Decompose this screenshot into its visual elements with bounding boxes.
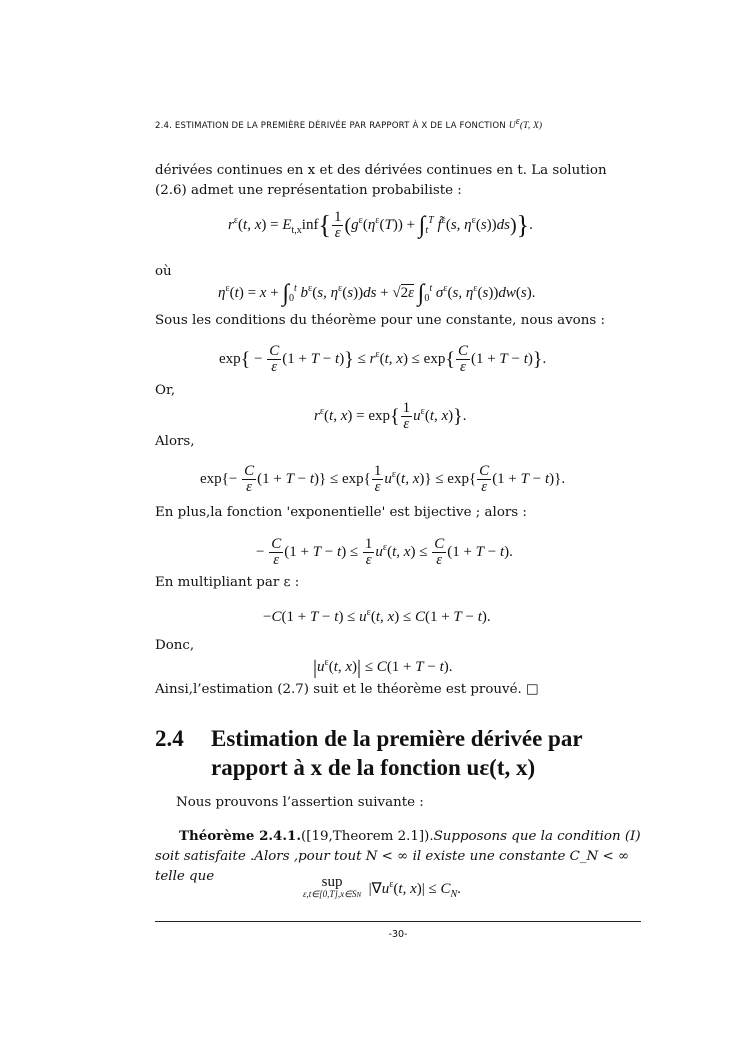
- equation-exp-bounds: exp{− $\frac{C}{\varepsilon}$ (1 + T − t)} ≤ exp{ $\frac{1}{\varepsilon}$ $u^\varepsilon(t$, x)} ≤ exp{ $\frac{C}{\varepsilon}$ (1 + T − t)}.: [200, 463, 566, 495]
- word-donc: Donc,: [155, 638, 195, 653]
- equation-log-bounds: − $\frac{C}{\varepsilon}$ (1 + T − t) ≤ $\frac{1}{\varepsilon}$ $u^\varepsilon(t$, x) ≤ $\frac{C}{\varepsilon}$ (1 + T − t).: [256, 536, 513, 568]
- page-number: -30-: [388, 929, 408, 940]
- equation-gradient-bound: sup ε,t∈[0,T],x∈SN $|\nabla u^\varepsilon(t$, $x)| \le C_N$.: [303, 874, 461, 900]
- paragraph-assertion: Nous prouvons l’assertion suivante :: [176, 795, 424, 810]
- equation-representation: $r^\varepsilon(t$, $x) = E_{t,x}inf${ $\frac{1}{\varepsilon}$ ($g^\varepsilon(\eta^\varepsilon(T)) + \int_t^T$ f̃$^\varepsilon$(s, $\eta^\varepsilon(s))ds$)}.: [228, 209, 533, 241]
- section-title: Estimation de la première dérivée par rapport à x de la fonction uε(t, x): [211, 726, 583, 780]
- theorem-reference: ([19,Theorem 2.1]).: [301, 829, 434, 844]
- equation-bounds-r: exp{ − $\frac{C}{\varepsilon}$ $(1 + T - t)\} \le r^\varepsilon(t$, x) ≤ exp{ $\frac{C}{\varepsilon}$ (1 + T − t)}.: [219, 343, 547, 375]
- equation-u-bounds: $-C(1 + T - t) \le u^\varepsilon(t$, x) ≤ C(1 + T − t).: [263, 607, 491, 625]
- equation-abs-bound: $|u^\varepsilon(t$, x)| ≤ C(1 + T − t).: [313, 656, 453, 679]
- theorem-statement: Supposons que la condition (I) soit satisfaite .Alors ,pour tout N < ∞ il existe une constante C_N < ∞ telle que: [155, 829, 641, 884]
- theorem-label: Théorème 2.4.1.: [179, 828, 302, 844]
- running-header: [155, 116, 625, 131]
- footer-rule: [155, 921, 641, 922]
- equation-r-exp: $r^\varepsilon(t$, x) = exp{ $\frac{1}{\varepsilon}$ $u^\varepsilon(t$, x)}.: [314, 400, 467, 432]
- paragraph-conclusion: Ainsi,l’estimation (2.7) suit et le théorème est prouvé. □: [155, 682, 539, 697]
- word-or: Or,: [155, 383, 176, 398]
- paragraph-multiply: En multipliant par ε :: [155, 575, 300, 590]
- running-header-math: Uε(T, X): [508, 116, 543, 132]
- paragraph-bijective: En plus,la fonction 'exponentielle' est bijective ; alors :: [155, 505, 527, 520]
- section-number: 2.4: [155, 726, 184, 751]
- equation-process: $\eta^\varepsilon(t) = x + \int_0^t$ $b^\varepsilon(s$, $\eta^\varepsilon(s))ds + √2\varepsilon$ $\int_0^t$ $\sigma^\varepsilon(s$, $\eta^\varepsilon(s))dw(s)$.: [218, 280, 536, 307]
- paragraph-conditions: Sous les conditions du théorème pour une constante, nous avons :: [155, 313, 606, 328]
- word-ou: où: [155, 264, 172, 279]
- paragraph-intro: dérivées continues en x et des dérivées continues en t. La solution (2.6) admet une représentation probabiliste :: [155, 163, 607, 198]
- running-header-text: 2.4. ESTIMATION DE LA PREMIÈRE DÉRIVÉE PAR RAPPORT À X DE LA FONCTION: [155, 121, 509, 132]
- word-alors: Alors,: [155, 434, 195, 449]
